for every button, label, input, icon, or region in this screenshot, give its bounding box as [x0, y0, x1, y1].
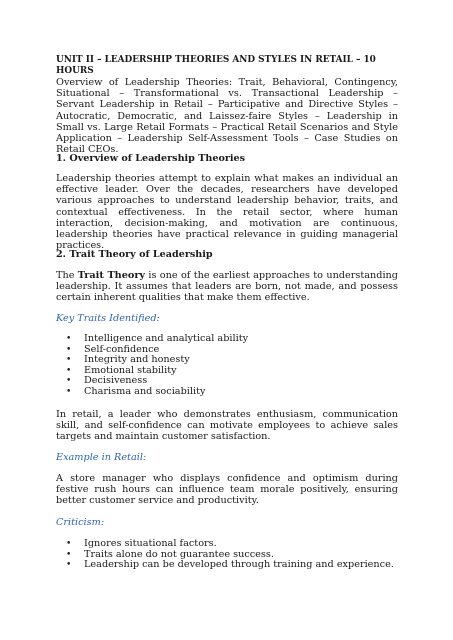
list-item: • Decisiveness	[56, 376, 398, 387]
key-traits-heading: Key Traits Identified:	[56, 313, 160, 324]
intro-rest: is one of the earliest approaches to understanding leadership. It assumes that leaders are born, not made, and possess certain inherent qualities that make them effective.	[56, 270, 398, 304]
trait-theory-intro	[56, 270, 398, 304]
list-item: • Ignores situational factors.	[56, 539, 398, 550]
list-item: • Integrity and honesty	[56, 355, 398, 366]
section-1-heading: 1. Overview of Leadership Theories	[56, 153, 246, 164]
list-item: • Charisma and sociability	[56, 387, 398, 398]
trait-theory-term: Trait Theory	[77, 270, 146, 281]
list-item: • Intelligence and analytical ability	[56, 334, 398, 345]
example-heading: Example in Retail:	[56, 452, 147, 463]
intro-prefix: The	[56, 270, 75, 281]
criticism-list	[56, 539, 398, 571]
criticism-heading: Criticism:	[56, 517, 105, 528]
example-paragraph: A store manager who displays confidence and optimism during festive rush hours can influence team morale positively, ensuring better customer service and productivity.	[56, 473, 398, 507]
list-item: • Leadership can be developed through training and experience.	[56, 560, 398, 571]
section-2-heading: 2. Trait Theory of Leadership	[56, 249, 213, 260]
retail-paragraph: In retail, a leader who demonstrates enthusiasm, communication skill, and self-confidence can motivate employees to achieve sales targets and maintain customer satisfaction.	[56, 409, 398, 443]
list-item: • Traits alone do not guarantee success.	[56, 550, 398, 561]
key-traits-list	[56, 334, 398, 397]
unit-title: UNIT II – LEADERSHIP THEORIES AND STYLES IN RETAIL – 10 HOURS	[56, 55, 376, 76]
list-item: • Self-confidence	[56, 345, 398, 356]
overview-paragraph: Overview of Leadership Theories: Trait, Behavioral, Contingency, Situational – Transformational vs. Transactional Leadership – Servant Leadership in Retail – Participative and Directive Styles – Autocratic, Democratic, and Laissez-faire Styles – Leadership in Small vs. Large Retail Formats – Practical Retail Scenarios and Style Application – Leadership Self-Assessment Tools – Case Studies on Retail CEOs.	[56, 77, 398, 156]
list-item: • Emotional stability	[56, 366, 398, 377]
section-1-paragraph: Leadership theories attempt to explain what makes an individual an effective leader. Over the decades, researchers have developed various approaches to understand leadership behavior, traits, and contextual effectiveness. In the retail sector, where human interaction, decision-making, and motivation are continuous, leadership theories have practical relevance in guiding managerial practices.	[56, 173, 398, 252]
